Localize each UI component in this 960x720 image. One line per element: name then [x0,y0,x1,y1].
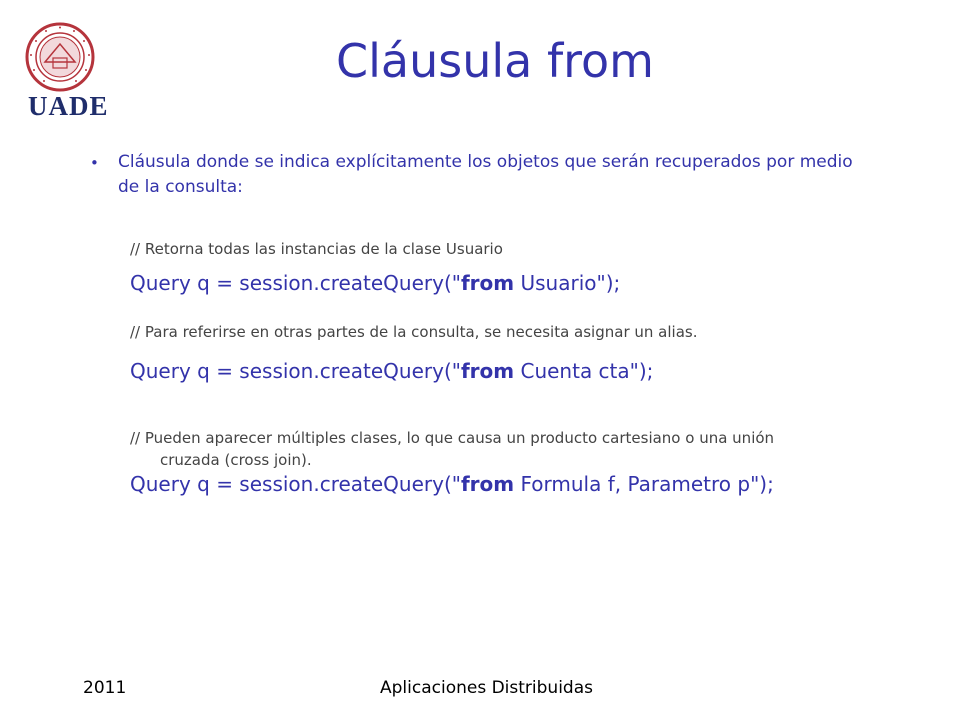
code-prefix: Query q = session.createQuery(" [130,359,461,383]
code-suffix: Formula f, Parametro p"); [514,472,774,496]
code-keyword: from [460,359,515,383]
footer-year: 2011 [83,678,127,698]
code-prefix: Query q = session.createQuery(" [130,472,461,496]
bullet-dot-icon: • [90,154,99,172]
svg-text:UADE: UADE [28,91,109,120]
code-keyword: from [460,271,515,295]
footer-course: Aplicaciones Distribuidas [380,678,593,698]
code-comment: // Retorna todas las instancias de la clase Usuario [130,240,503,258]
slide-title: Cláusula from [335,34,654,88]
code-comment-line: // Pueden aparecer múltiples clases, lo que causa un producto cartesiano o una unión [130,429,775,447]
uade-logo [8,10,109,120]
uade-wordmark [20,90,116,120]
code-line [130,359,653,383]
bullet-text: Cláusula donde se indica explícitamente los objetos que serán recuperados por medio de la consulta: [118,152,853,197]
code-prefix: Query q = session.createQuery(" [130,271,461,295]
code-comment-continuation: cruzada (cross join). [160,451,312,469]
code-keyword: from [460,472,515,496]
code-line [130,472,774,496]
code-comment: // Para referirse en otras partes de la consulta, se necesita asignar un alias. [130,323,698,341]
bullet-item [90,150,870,200]
university-seal-icon [25,22,95,92]
code-suffix: Usuario"); [514,271,621,295]
code-suffix: Cuenta cta"); [514,359,654,383]
code-line [130,271,620,295]
code-comment-multiline [130,427,774,471]
